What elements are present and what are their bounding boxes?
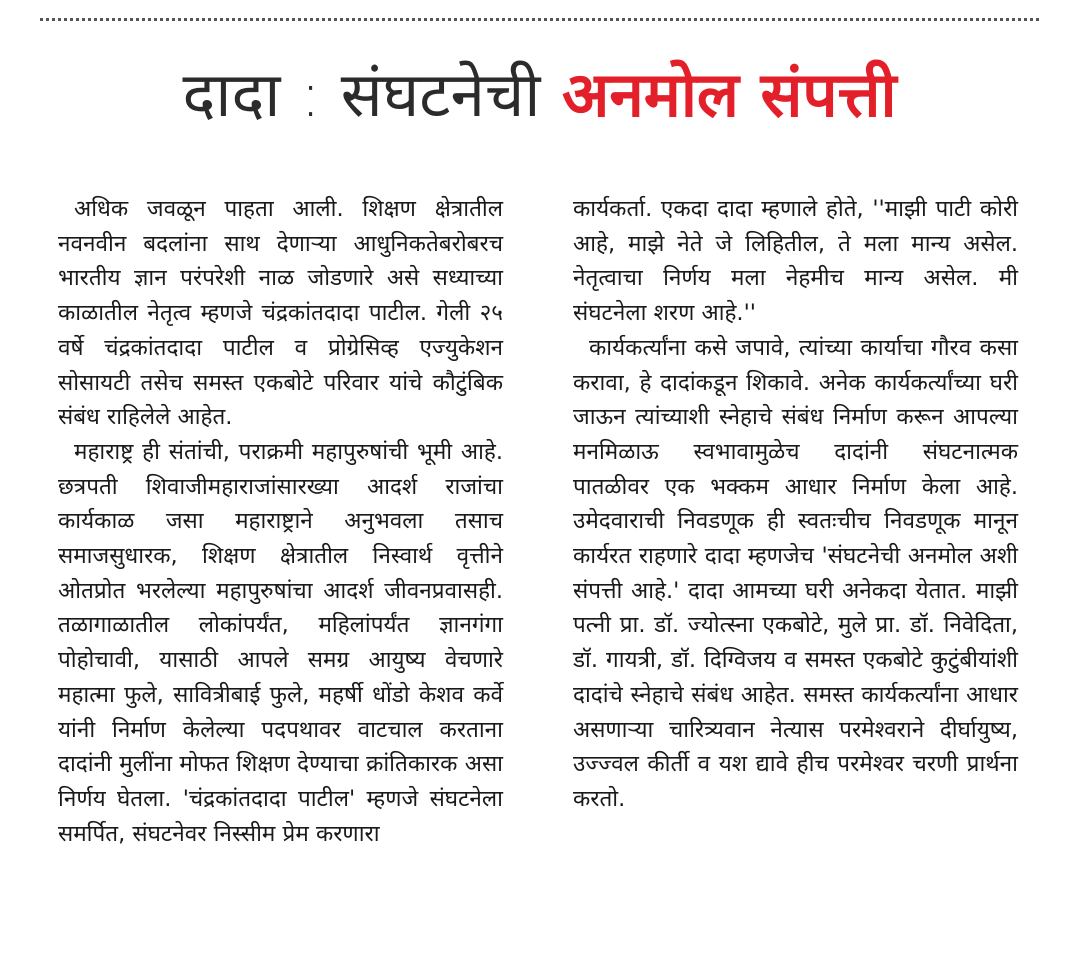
headline-part1: दादा : संघटनेची [182,58,541,131]
dotted-rule [40,18,1039,21]
right-paragraph-1: कार्यकर्ता. एकदा दादा म्हणाले होते, ''माझी पाटी कोरी आहे, माझे नेते जे लिहितील, ते मला मान्य असेल. नेतृत्वाचा निर्णय मला नेहमीच मान्य असेल. मी संघटनेला शरण आहे.'' [573,196,1018,327]
headline [0,50,1079,140]
headline-part2: अनमोल संपत्ती [561,58,897,131]
left-paragraph-2: महाराष्ट्र ही संतांची, पराक्रमी महापुरुषांची भूमी आहे. छत्रपती शिवाजीमहाराजांसारख्या आदर्श राजांचा कार्यकाळ जसा महाराष्ट्राने अनुभवला तसाच समाजसुधारक, शिक्षण क्षेत्रातील निस्वार्थ वृत्तीने ओतप्रोत भरलेल्या महापुरुषांचा आदर्श जीवनप्रवासही. तळागाळातील लोकांपर्यंत, महिलांपर्यंत ज्ञानगंगा पोहोचावी, यासाठी आपले समग्र आयुष्य वेचणारे महात्मा फुले, सावित्रीबाई फुले, महर्षी धोंडो केशव कर्वे यांनी निर्माण केलेल्या पदपथावर वाटचाल करताना दादांनी मुलींना मोफत शिक्षण देण्याचा क्रांतिकारक असा निर्णय घेतला. 'चंद्रकांतदादा पाटील' म्हणजे संघटनेला समर्पित, संघटनेवर निस्सीम प्रेम करणारा [58,438,503,847]
left-column [58,192,503,851]
right-column [573,192,1018,817]
left-paragraph-1: अधिक जवळून पाहता आली. शिक्षण क्षेत्रातील नवनवीन बदलांना साथ देणाऱ्या आधुनिकतेबरोबरच भारतीय ज्ञान परंपरेशी नाळ जोडणारे असे सध्याच्या काळातील नेतृत्व म्हणजे चंद्रकांतदादा पाटील. गेली २५ वर्षे चंद्रकांतदादा पाटील व प्रोग्रेसिव्ह एज्युकेशन सोसायटी तसेच समस्त एकबोटे परिवार यांचे कौटुंबिक संबंध राहिलेले आहेत. [58,196,503,431]
right-paragraph-2: कार्यकर्त्यांना कसे जपावे, त्यांच्या कार्याचा गौरव कसा करावा, हे दादांकडून शिकावे. अनेक कार्यकर्त्यांच्या घरी जाऊन त्यांच्याशी स्नेहाचे संबंध निर्माण करून आपल्या मनमिळाऊ स्वभावामुळेच दादांनी संघटनात्मक पातळीवर एक भक्कम आधार निर्माण केला आहे. उमेदवाराची निवडणूक ही स्वतःचीच निवडणूक मानून कार्यरत राहणारे दादा म्हणजेच 'संघटनेची अनमोल अशी संपत्ती आहे.' दादा आमच्या घरी अनेकदा येतात. माझी पत्नी प्रा. डॉ. ज्योत्स्ना एकबोटे, मुले प्रा. डॉ. निवेदिता, डॉ. गायत्री, डॉ. दिग्विजय व समस्त एकबोटे कुटुंबीयांशी दादांचे स्नेहाचे संबंध आहेत. समस्त कार्यकर्त्यांना आधार असणाऱ्या चारित्र्यवान नेत्यास परमेश्वराने दीर्घायुष्य, उज्ज्वल कीर्ती व यश द्यावे हीच परमेश्वर चरणी प्रार्थना करतो. [573,334,1018,812]
